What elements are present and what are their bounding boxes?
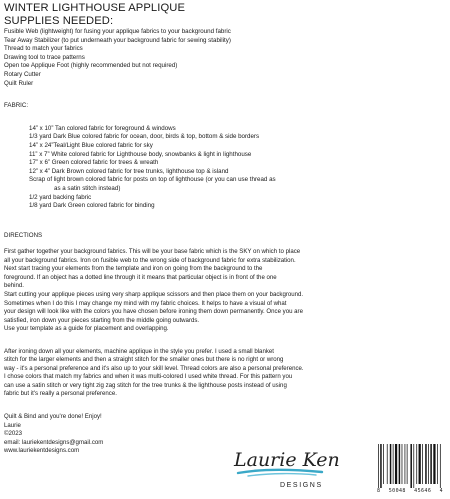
supply-item: Open toe Applique Foot (highly recommended but not required) (4, 62, 178, 70)
signature-name: Laurie (4, 421, 21, 429)
barcode-bar (422, 444, 423, 484)
document-page (4, 2, 446, 456)
supply-item: Drawing tool to trace patterns (4, 53, 85, 61)
directions-paragraph-2 (4, 348, 446, 399)
closing-line: Quilt & Bind and you're done! Enjoy! (4, 413, 102, 421)
supply-item: Rotary Cutter (4, 70, 41, 78)
barcode-bar (393, 444, 394, 484)
barcode-bar (437, 444, 438, 484)
barcode-bar (395, 444, 397, 484)
fabric-item: 1/3 yard Dark Blue colored fabric for ocean, door, birds & top, bottom & side borders (29, 133, 260, 141)
directions-line: After ironing down all your elements, machine applique in the style you prefer. I used a small blanket (4, 347, 274, 355)
barcode-bar (402, 444, 403, 484)
barcode-bar (440, 444, 441, 488)
barcode-bar (413, 444, 414, 488)
directions-line: stitch for the larger elements and then a straight stitch for the smaller ones but there is no right or wrong (4, 356, 284, 364)
fabric-item: 14” x 24”Teal/Light Blue colored fabric for sky (29, 141, 153, 149)
barcode-bars (376, 444, 444, 488)
barcode-digit-group: 45646 (414, 488, 432, 494)
directions-line: all your background fabrics. Iron on fusible web to the wrong side of background fabric for extra stabilization. (4, 256, 296, 264)
directions-line: foreground. If an object has a dotted line through it it means that particular object is in front of the one (4, 273, 277, 281)
barcode-bar (378, 444, 379, 488)
directions-heading: DIRECTIONS (4, 231, 43, 239)
barcode-bar (390, 444, 392, 484)
barcode-bar (405, 444, 406, 484)
barcode-bar (433, 444, 435, 484)
directions-line: I chose colors that match my fabrics and when it was multi-colored I used white thread. For this pattern you (4, 373, 293, 381)
barcode-digit-group: 50048 (388, 488, 406, 494)
directions-line: satisfied, iron down your pieces starting from the middle going outwards. (4, 316, 200, 324)
directions-line: Next start tracing your elements from the template and iron on going from the background to the (4, 265, 263, 273)
barcode-bar (383, 444, 384, 484)
directions-line: way - it's a personal preference and it's also up to your skill level. Thread colors are also a personal preference. (4, 364, 304, 372)
directions-paragraph-1 (4, 248, 446, 333)
barcode-digit-group: 8 (377, 488, 381, 494)
fabric-item: 17” x 6” Green colored fabric for trees & wreath (29, 159, 159, 167)
fabric-item-continuation: as a satin stitch instead) (54, 184, 121, 192)
fabric-list (4, 125, 446, 211)
brand-logo (230, 442, 340, 492)
fabric-item: 11” x 7” White colored fabric for Lighthouse body, snowbanks & light in lighthouse (29, 150, 252, 158)
fabric-item: 1/2 yard backing fabric (29, 193, 92, 201)
directions-line: Sometimes when I do this I may change my mind with my fabric choices. It helps to have a visual of what (4, 299, 287, 307)
barcode-bar (380, 444, 382, 488)
directions-line: fabric but it's really a personal preference. (4, 390, 117, 398)
barcode-bar (399, 444, 401, 484)
directions-line: your design will look like with the colors you have chosen before ironing them down permanently. Once you are (4, 308, 303, 316)
directions-line: Start cutting your applique pieces using very sharp applique scissors and then place them on your background. (4, 291, 304, 299)
supplies-list (4, 28, 446, 88)
supply-item: Thread to match your fabrics (4, 45, 83, 53)
directions-line: behind. (4, 282, 24, 290)
fabric-item: 12” x 4” Dark Brown colored fabric for tree trunks, lighthouse top & island (29, 167, 229, 175)
barcode (376, 444, 444, 496)
supply-item: Quilt Ruler (4, 79, 34, 87)
barcode-bar (428, 444, 429, 484)
barcode-digits (376, 488, 444, 494)
directions-line: First gather together your background fabrics. This will be your base fabric which is the SKY on which to place (4, 248, 301, 256)
fabric-item: Scrap of light brown colored fabric for posts on top of lighthouse (or you can use thread as (29, 176, 276, 184)
supply-item: Tear Away Stabilizer (to put underneath your background fabric for sewing stability) (4, 36, 231, 44)
barcode-bar (430, 444, 432, 484)
barcode-bar (407, 444, 408, 484)
email-link[interactable]: email: lauriekentdesigns@gmail.com (4, 438, 104, 446)
logo-script: Laurie Kent (234, 449, 340, 471)
barcode-bar (419, 444, 421, 484)
supply-item: Fusible Web (lightweight) for fusing your applique fabrics to your background fabric (4, 28, 231, 35)
barcode-digit-group: 4 (439, 488, 443, 494)
supplies-heading: SUPPLIES NEEDED: (4, 15, 114, 27)
copyright: ©2023 (4, 430, 23, 438)
barcode-bar (425, 444, 427, 484)
logo-subtitle: DESIGNS (280, 482, 323, 489)
website-link[interactable]: www.lauriekentdesigns.com (4, 447, 80, 455)
directions-line: Use your template as a guide for placement and overlapping. (4, 325, 169, 333)
barcode-bar (387, 444, 388, 484)
barcode-bar (410, 444, 412, 488)
barcode-bar (416, 444, 417, 484)
fabric-item: 14” x 10” Tan colored fabric for foreground & windows (29, 124, 176, 132)
fabric-heading: FABRIC: (4, 102, 29, 110)
directions-line: can use a satin stitch or very tight zig zag stitch for the tree trunks & the lighthouse posts instead of using (4, 381, 287, 389)
fabric-item: 1/8 yard Dark Green colored fabric for binding (29, 202, 155, 210)
document-title: WINTER LIGHTHOUSE APPLIQUE (4, 2, 186, 14)
